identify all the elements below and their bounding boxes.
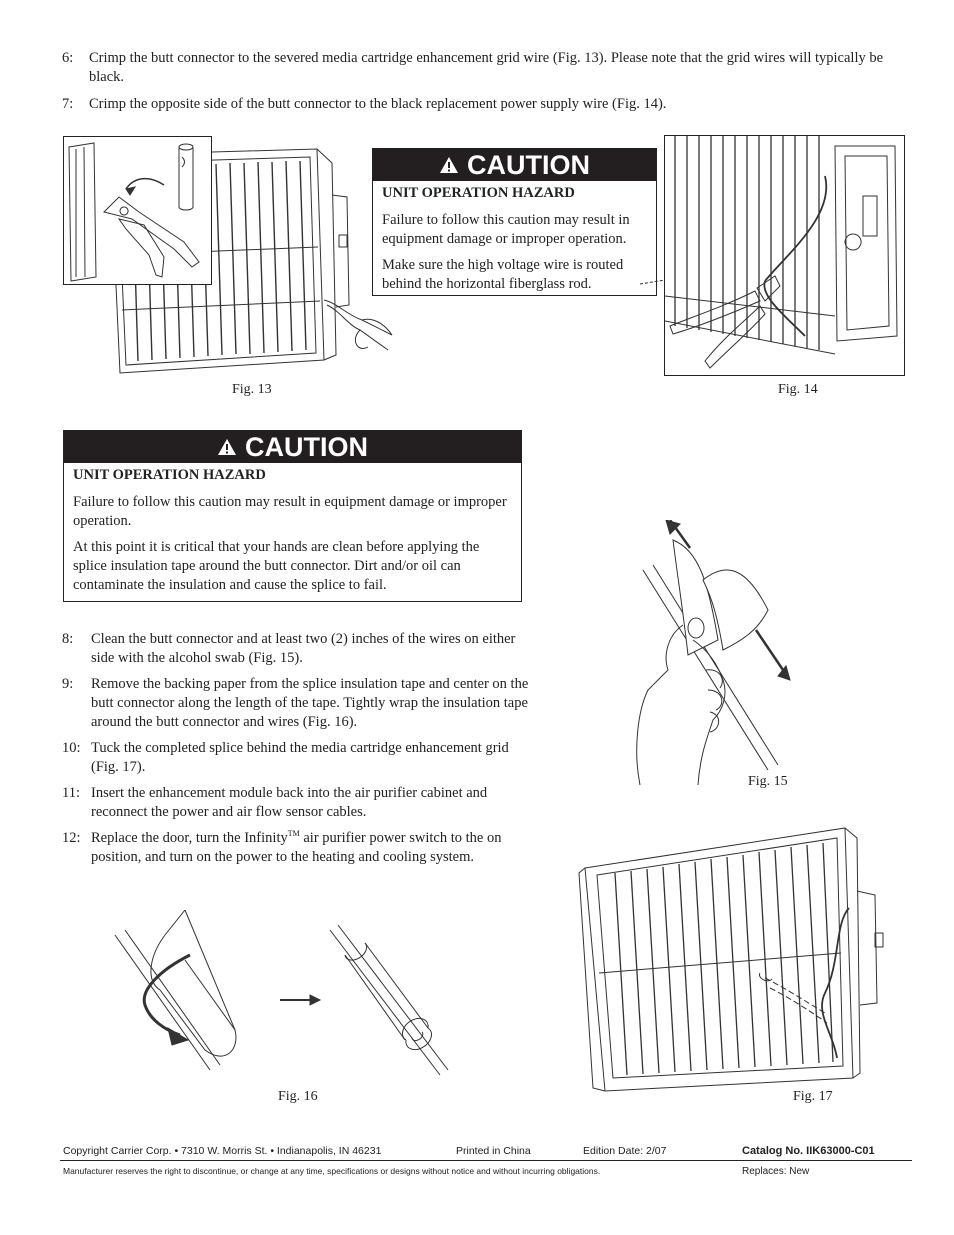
- caution-banner: [64, 431, 521, 463]
- step-text: Remove the backing paper from the splice insulation tape and center on the butt connector along the length of the tape. Tightly wrap the insulation tape around the butt connector and wires (Fig. 16).: [91, 676, 529, 730]
- inset-pliers-drawing: [64, 137, 211, 284]
- footer-edition: Edition Date: 2/07: [583, 1145, 667, 1157]
- fig13-inset: [63, 136, 212, 285]
- footer-replaces: Replaces: New: [742, 1166, 810, 1177]
- caution-title: CAUTION: [245, 431, 368, 462]
- step-number: 11:: [62, 785, 80, 801]
- step-text: Crimp the butt connector to the severed media cartridge enhancement grid wire (Fig. 13). Please note that the grid wires will typically be black.: [89, 50, 884, 85]
- caution-text: Failure to follow this caution may result in equipment damage or improper operation.: [382, 212, 630, 247]
- step-number: 10:: [62, 740, 81, 756]
- hazard-heading: UNIT OPERATION HAZARD: [382, 185, 575, 201]
- step-text: Insert the enhancement module back into the air purifier cabinet and reconnect the power and air flow sensor cables.: [91, 785, 488, 820]
- footer-rule: [60, 1160, 912, 1161]
- fig16-caption: Fig. 16: [278, 1089, 318, 1104]
- step-text-part: Replace the door, turn the Infinity: [91, 830, 288, 846]
- caution-text: At this point it is critical that your hands are clean before applying the splice insulation tape around the butt connector. Dirt and/or oil can contaminate the insulation and cause the splice to fail.: [73, 539, 480, 593]
- caution-box-large: [63, 430, 522, 602]
- warning-triangle-icon: [439, 156, 459, 174]
- caution-box-small: [372, 148, 657, 296]
- step-text: [91, 829, 531, 867]
- fig17-caption: Fig. 17: [793, 1089, 833, 1104]
- footer-printed: Printed in China: [456, 1145, 531, 1157]
- fig16-illustration: [110, 910, 455, 1080]
- step-number: 8:: [62, 631, 74, 647]
- step-number: 12:: [62, 830, 81, 846]
- fig15-illustration: [628, 520, 808, 790]
- step-text: Crimp the opposite side of the butt connector to the black replacement power supply wire (Fig. 14).: [89, 96, 667, 112]
- caution-title: CAUTION: [467, 149, 590, 180]
- warning-triangle-icon: [217, 438, 237, 456]
- fig14-frame: [664, 135, 905, 376]
- fig17-illustration: [575, 823, 895, 1093]
- fig15-caption: Fig. 15: [748, 774, 788, 789]
- footer-catalog: Catalog No. IIK63000-C01: [742, 1145, 875, 1157]
- step-number: 9:: [62, 676, 74, 692]
- step-number: 7:: [62, 96, 74, 112]
- footer-disclaimer: Manufacturer reserves the right to discontinue, or change at any time, specifications or designs without notice and without incurring obligations.: [63, 1166, 601, 1176]
- caution-banner: [373, 149, 656, 181]
- step-number: 6:: [62, 50, 74, 66]
- step-text-part: air purifier power switch to the on position, and turn on the power to the heating and cooling system.: [91, 830, 502, 865]
- caution-text: Failure to follow this caution may result in equipment damage or improper operation.: [73, 494, 507, 529]
- hazard-heading: UNIT OPERATION HAZARD: [73, 467, 266, 483]
- step-text: Tuck the completed splice behind the media cartridge enhancement grid (Fig. 17).: [91, 740, 509, 775]
- footer-copyright: Copyright Carrier Corp. • 7310 W. Morris St. • Indianapolis, IN 46231: [63, 1145, 382, 1157]
- fig14-drawing: [665, 136, 904, 375]
- caution-text: Make sure the high voltage wire is routed behind the horizontal fiberglass rod.: [382, 257, 624, 292]
- fig14-caption: Fig. 14: [778, 382, 818, 397]
- step-text: Clean the butt connector and at least two (2) inches of the wires on either side with the alcohol swab (Fig. 15).: [91, 631, 516, 666]
- fig13-caption: Fig. 13: [232, 382, 272, 397]
- trademark-mark: TM: [287, 829, 300, 839]
